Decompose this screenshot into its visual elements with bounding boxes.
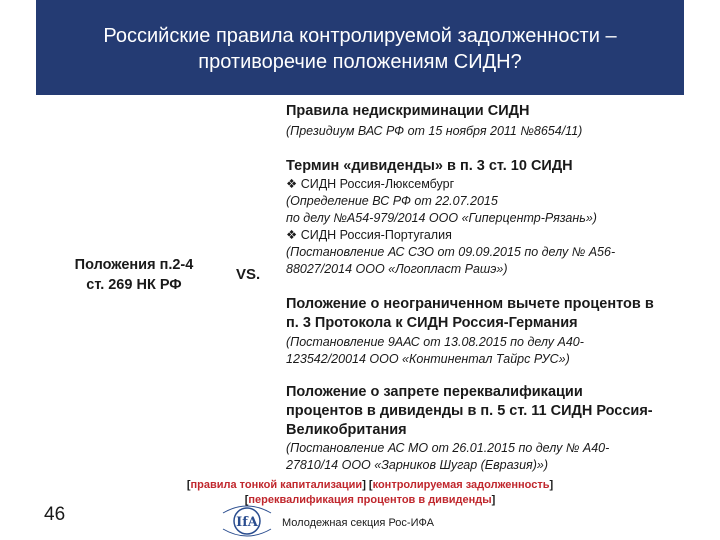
left-label-line-2: ст. 269 НК РФ — [86, 277, 182, 293]
diamond-bullet-icon: ❖ — [286, 228, 298, 242]
section-3-citation-1: (Постановление 9ААС от 13.08.2015 по делу А40- — [286, 335, 584, 349]
bracket: [ — [186, 479, 191, 491]
bullet-1-text: СИДН Россия-Люксембург — [300, 177, 455, 191]
section-4-citation-2: 27810/14 ООО «Зарников Шугар (Евразия)») — [286, 458, 548, 472]
section-2-bullet-1 — [286, 176, 454, 193]
title-line-2: противоречие положениям СИДН? — [198, 51, 522, 73]
vs-label: VS. — [236, 266, 261, 283]
section-3-heading-1: Положение о неограниченном вычете процентов в — [286, 296, 654, 312]
section-2-citation-1a: (Определение ВС РФ от 22.07.2015 — [286, 194, 498, 208]
tag-thin-cap: правила тонкой капитализации — [190, 479, 363, 491]
title-line-1: Российские правила контролируемой задолженности – — [103, 25, 617, 47]
bullet-2-text: СИДН Россия-Португалия — [300, 228, 452, 242]
section-4-heading-3: Великобритания — [286, 422, 407, 438]
left-label — [60, 255, 208, 295]
section-4-heading-2: процентов в дивиденды в п. 5 ст. 11 СИДН Россия- — [286, 403, 653, 419]
tag-requalification: переквалификация процентов в дивиденды — [248, 494, 492, 506]
tag-controlled-debt: контролируемая задолженность — [372, 479, 550, 491]
section-2-citation-1b: по делу №А54-979/2014 ООО «Гиперцентр-Рязань») — [286, 211, 597, 225]
footer-tags-line-2 — [150, 493, 590, 508]
section-2-citation-2a: (Постановление АС СЗО от 09.09.2015 по делу № А56- — [286, 245, 616, 259]
ifa-logo-icon — [219, 505, 275, 537]
bracket: ] — [549, 479, 554, 491]
page-number: 46 — [44, 504, 66, 525]
slide-header — [36, 0, 684, 95]
section-2-bullet-2 — [286, 227, 452, 244]
section-2-citation-2b: 88027/2014 ООО «Логопласт Рашэ») — [286, 262, 508, 276]
section-3-citation-2: 123542/20014 ООО «Континентал Тайрс РУС») — [286, 352, 570, 366]
section-4-heading-1: Положение о запрете переквалификации — [286, 384, 583, 400]
bracket: ] [ — [362, 479, 373, 491]
footer-tags-line-1 — [150, 478, 590, 493]
bracket: [ — [244, 494, 249, 506]
logo-caption: Молодежная секция Рос-ИФА — [282, 517, 434, 529]
section-1-citation: (Президиум ВАС РФ от 15 ноября 2011 №8654/11) — [286, 124, 583, 138]
section-2-heading: Термин «дивиденды» в п. 3 ст. 10 СИДН — [286, 158, 573, 174]
footer-tags — [150, 478, 590, 508]
section-1-heading: Правила недискриминации СИДН — [286, 103, 530, 119]
bracket: ] — [491, 494, 496, 506]
svg-text:IfA: IfA — [236, 515, 258, 530]
section-4-citation-1: (Постановление АС МО от 26.01.2015 по делу № А40- — [286, 441, 610, 455]
section-3-heading-2: п. 3 Протокола к СИДН Россия-Германия — [286, 315, 578, 331]
diamond-bullet-icon: ❖ — [286, 177, 298, 191]
left-label-line-1: Положения п.2-4 — [74, 257, 194, 273]
